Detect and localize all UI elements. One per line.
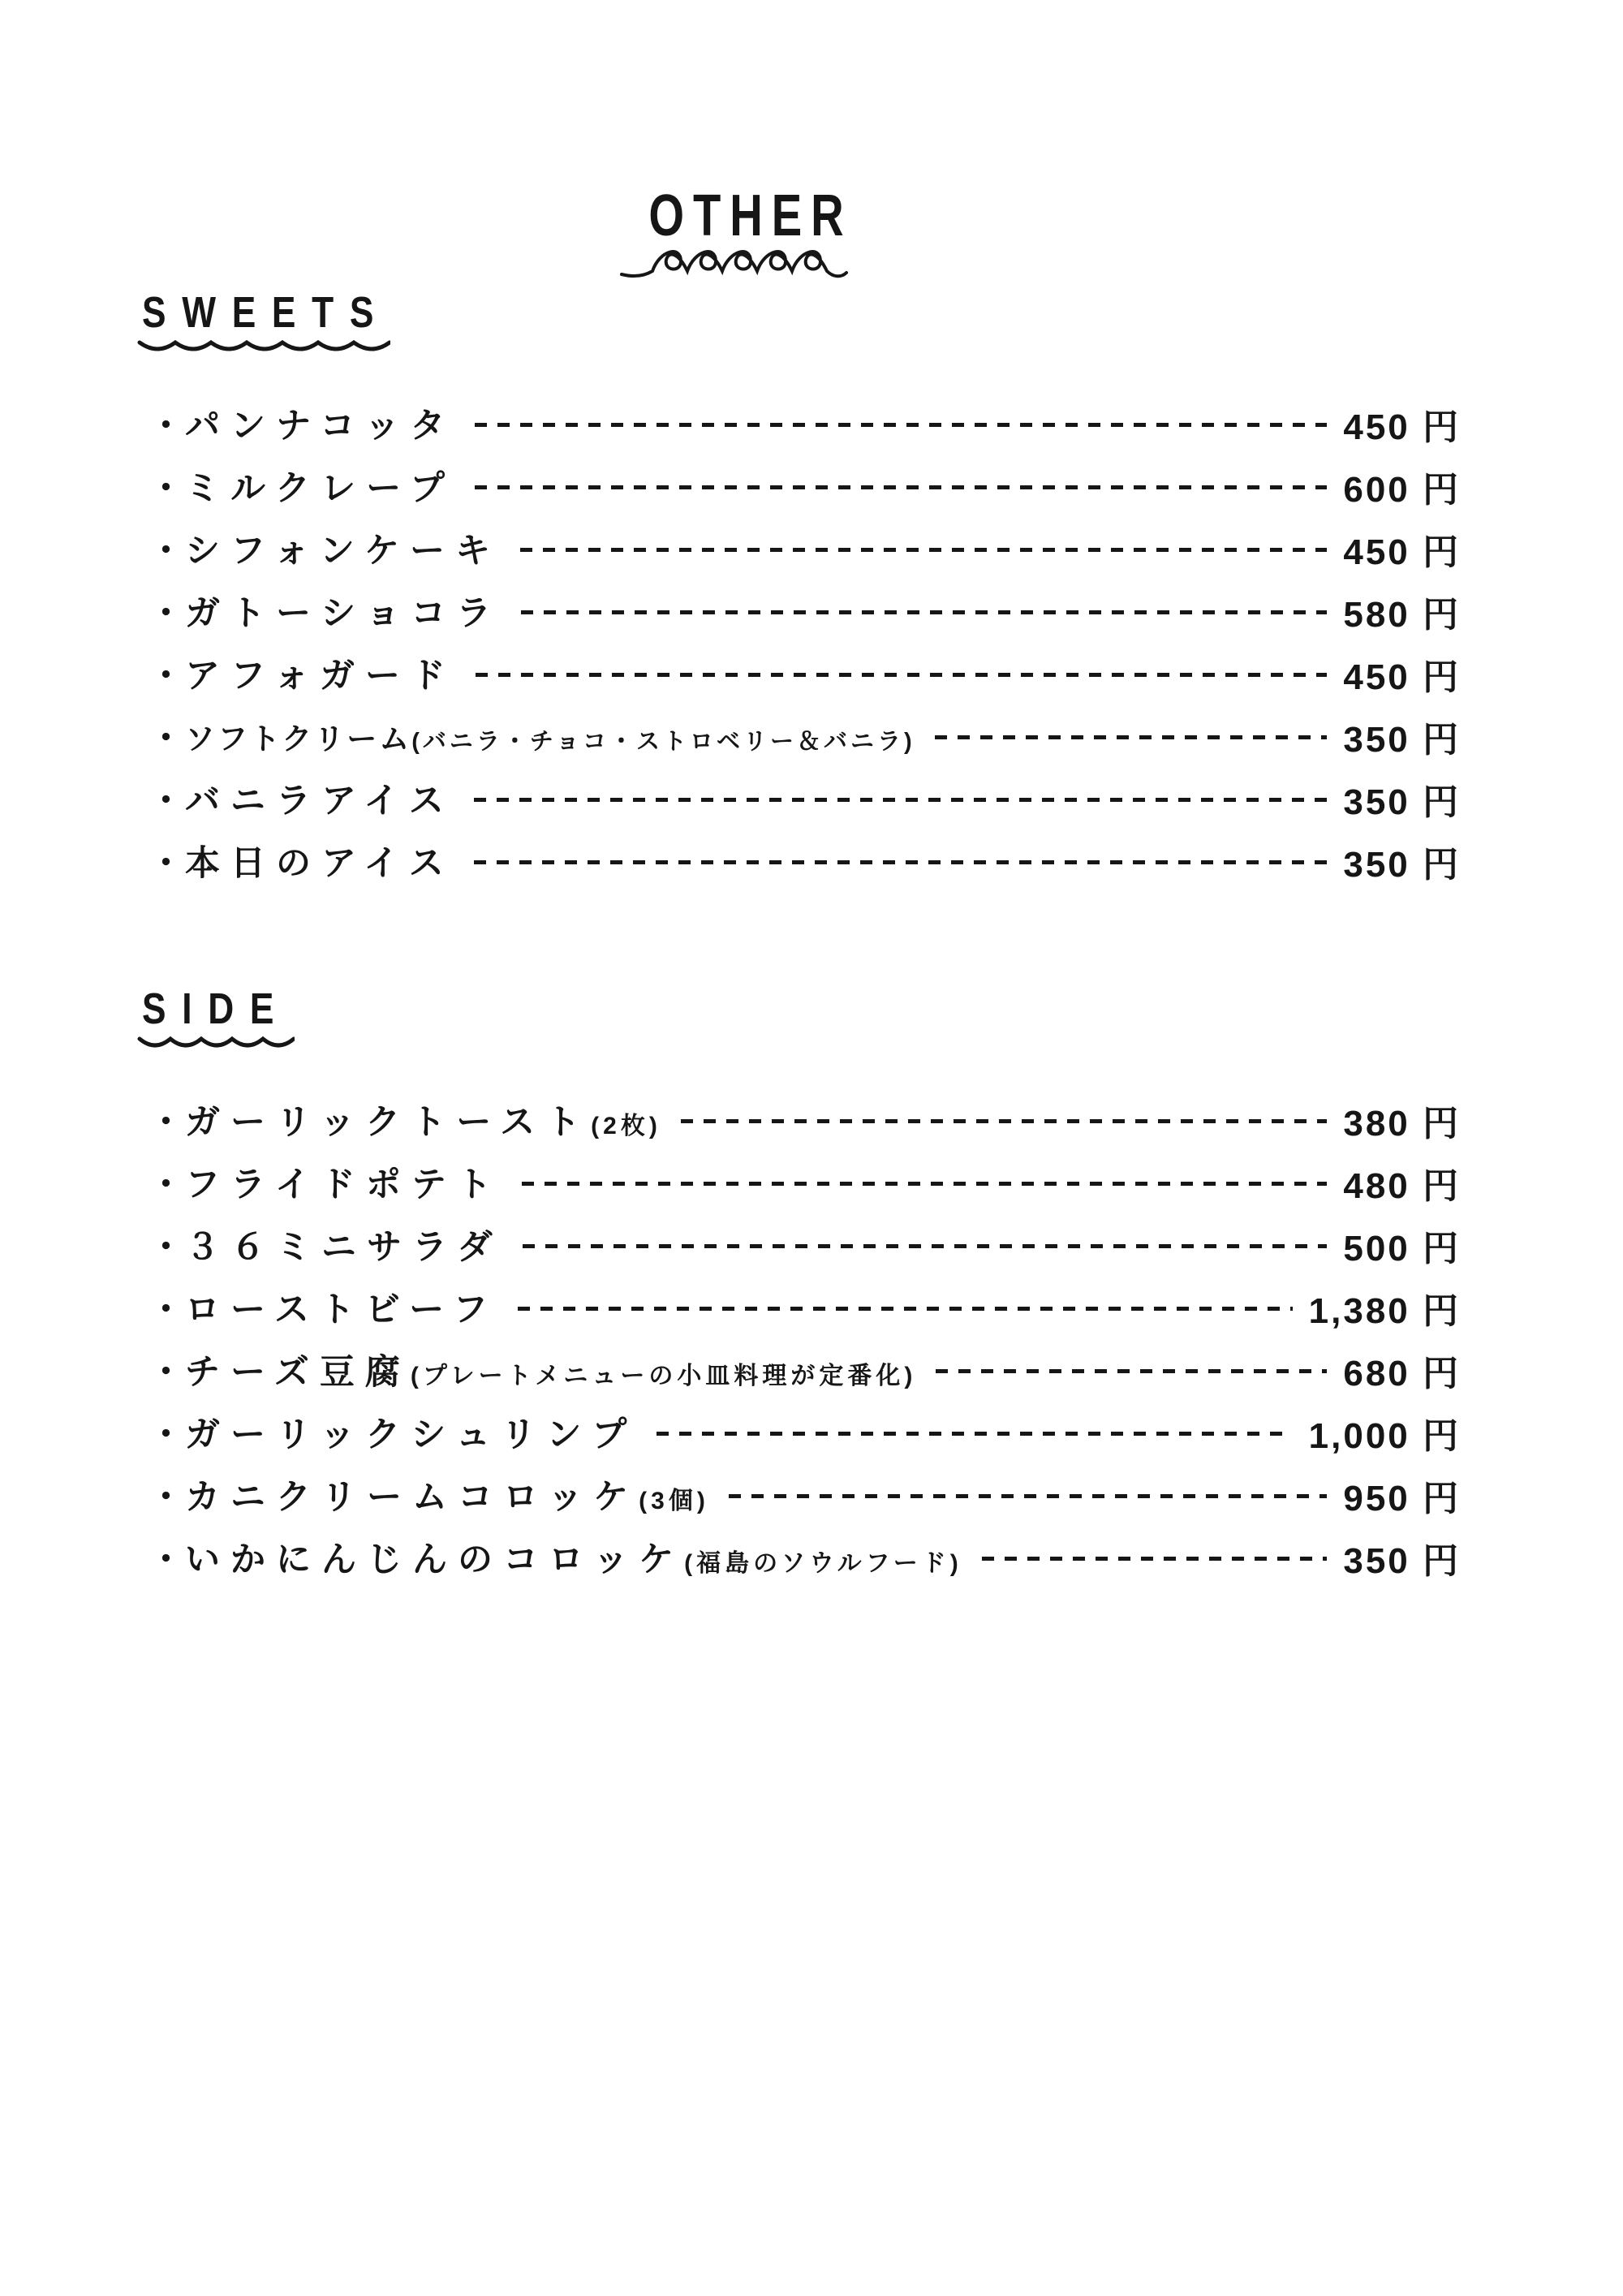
section-heading-sweets: SWEETS: [142, 288, 390, 337]
dash-leader: [935, 735, 1328, 739]
dash-leader: [476, 673, 1328, 677]
menu-item-row: [142, 454, 1461, 517]
item-note: (プレートメニューの小皿料理が定番化): [410, 1363, 917, 1389]
menu-item-row: [142, 392, 1461, 454]
bullet-icon: ・: [149, 594, 183, 633]
bullet-icon: ・: [149, 1290, 183, 1329]
item-name-text: 本日のアイス: [185, 844, 454, 883]
menu-item-row: [142, 579, 1461, 642]
item-name-text: フライドポテト: [185, 1165, 502, 1204]
item-price: 450 円: [1343, 532, 1461, 572]
menu-list-side: [142, 1088, 1461, 1588]
wave-underline-icon: [137, 1034, 295, 1052]
item-name-text: アフォガード: [185, 657, 456, 696]
item-label: [185, 836, 454, 885]
bullet-icon: ・: [149, 407, 183, 446]
page-title: OTHER: [648, 183, 853, 248]
item-price: 350 円: [1343, 782, 1461, 822]
bullet-icon: ・: [149, 1478, 183, 1517]
item-label: [185, 586, 502, 635]
menu-item-row: [142, 1463, 1461, 1526]
bullet-icon: ・: [149, 1103, 183, 1142]
item-note: (福島のソウルフード): [684, 1550, 962, 1577]
dash-leader: [475, 423, 1327, 427]
menu-item-row: [142, 829, 1461, 892]
item-price: 450 円: [1343, 407, 1461, 447]
wave-underline-icon: [137, 338, 390, 355]
menu-item-row: [142, 1213, 1461, 1276]
menu-item-row: [142, 517, 1461, 579]
item-label: [185, 398, 455, 448]
bullet-icon: ・: [149, 1228, 183, 1267]
item-label: [185, 648, 456, 698]
item-label: [185, 1095, 661, 1144]
section-side: [142, 984, 1461, 1588]
item-label: [185, 1470, 709, 1519]
item-price: 1,000 円: [1308, 1415, 1461, 1456]
item-name-text: ソフトクリーム: [185, 722, 412, 756]
item-name-text: いかにんじんのコロッケ: [185, 1540, 685, 1579]
dash-leader: [474, 860, 1328, 864]
item-note: (バニラ・チョコ・ストロベリー＆バニラ): [411, 728, 915, 755]
item-name-text: ローストビーフ: [185, 1290, 498, 1329]
bullet-icon: ・: [149, 1353, 183, 1392]
item-price: 480 円: [1343, 1165, 1461, 1206]
dash-leader: [475, 485, 1327, 489]
menu-item-row: [142, 1338, 1461, 1401]
menu-item-row: [142, 1276, 1461, 1338]
bullet-icon: ・: [149, 657, 183, 696]
item-price: 380 円: [1343, 1103, 1461, 1144]
menu-list-sweets: [142, 392, 1461, 892]
item-price: 350 円: [1343, 1540, 1461, 1581]
item-label: [185, 714, 915, 758]
item-price: 350 円: [1343, 719, 1461, 760]
item-name-text: バニラアイス: [185, 782, 454, 821]
item-note: (3個): [639, 1488, 709, 1514]
dash-leader: [474, 798, 1328, 802]
item-label: [185, 1407, 637, 1457]
item-label: [185, 1345, 916, 1394]
item-label: [185, 1532, 962, 1582]
menu-item-row: [142, 1151, 1461, 1213]
item-name-text: カニクリームコロッケ: [185, 1478, 639, 1517]
dash-leader: [518, 1307, 1293, 1311]
item-price: 580 円: [1343, 594, 1461, 635]
menu-item-row: [142, 642, 1461, 704]
dash-leader: [657, 1432, 1292, 1436]
item-price: 500 円: [1343, 1228, 1461, 1269]
item-name-text: ３６ミニサラダ: [185, 1228, 503, 1267]
bullet-icon: ・: [149, 782, 183, 821]
item-label: [185, 1157, 502, 1207]
item-label: [185, 523, 501, 573]
item-price: 600 円: [1343, 469, 1461, 510]
menu-item-row: [142, 1526, 1461, 1588]
bullet-icon: ・: [149, 1165, 183, 1204]
item-label: [185, 1282, 498, 1332]
bullet-icon: ・: [149, 1540, 183, 1579]
item-label: [185, 773, 454, 823]
section-heading-side: SIDE: [142, 984, 291, 1033]
bullet-icon: ・: [149, 1415, 183, 1454]
dash-leader: [523, 1244, 1328, 1248]
item-name-text: ガトーショコラ: [185, 594, 502, 633]
dash-leader: [936, 1369, 1327, 1373]
item-label: [185, 1220, 503, 1269]
item-name-text: ガーリックトースト: [185, 1103, 592, 1142]
item-name-text: ガーリックシュリンプ: [185, 1415, 638, 1454]
item-price: 350 円: [1343, 844, 1461, 885]
item-name-text: シフォンケーキ: [185, 532, 501, 571]
bullet-icon: ・: [149, 719, 183, 758]
dash-leader: [522, 1182, 1328, 1186]
item-label: [185, 461, 455, 510]
dash-leader: [681, 1119, 1328, 1123]
item-name-text: ミルクレープ: [185, 469, 455, 508]
dash-leader: [521, 610, 1327, 614]
item-price: 680 円: [1343, 1353, 1461, 1394]
title-block: [0, 0, 1501, 284]
item-name-text: チーズ豆腐: [185, 1353, 411, 1392]
menu-item-row: [142, 1088, 1461, 1151]
item-note: (2枚): [591, 1113, 661, 1139]
section-sweets: [142, 288, 1461, 892]
loop-squiggle-icon: [617, 247, 885, 284]
dash-leader: [982, 1557, 1328, 1561]
menu-item-row: [142, 767, 1461, 829]
bullet-icon: ・: [149, 532, 183, 571]
item-name-text: パンナコッタ: [185, 407, 456, 446]
dash-leader: [520, 548, 1327, 552]
dash-leader: [729, 1494, 1328, 1498]
item-price: 950 円: [1343, 1478, 1461, 1518]
menu-item-row: [142, 1401, 1461, 1463]
bullet-icon: ・: [149, 469, 183, 508]
item-price: 1,380 円: [1308, 1290, 1461, 1331]
item-price: 450 円: [1343, 657, 1461, 697]
bullet-icon: ・: [149, 844, 183, 883]
menu-item-row: [142, 704, 1461, 767]
